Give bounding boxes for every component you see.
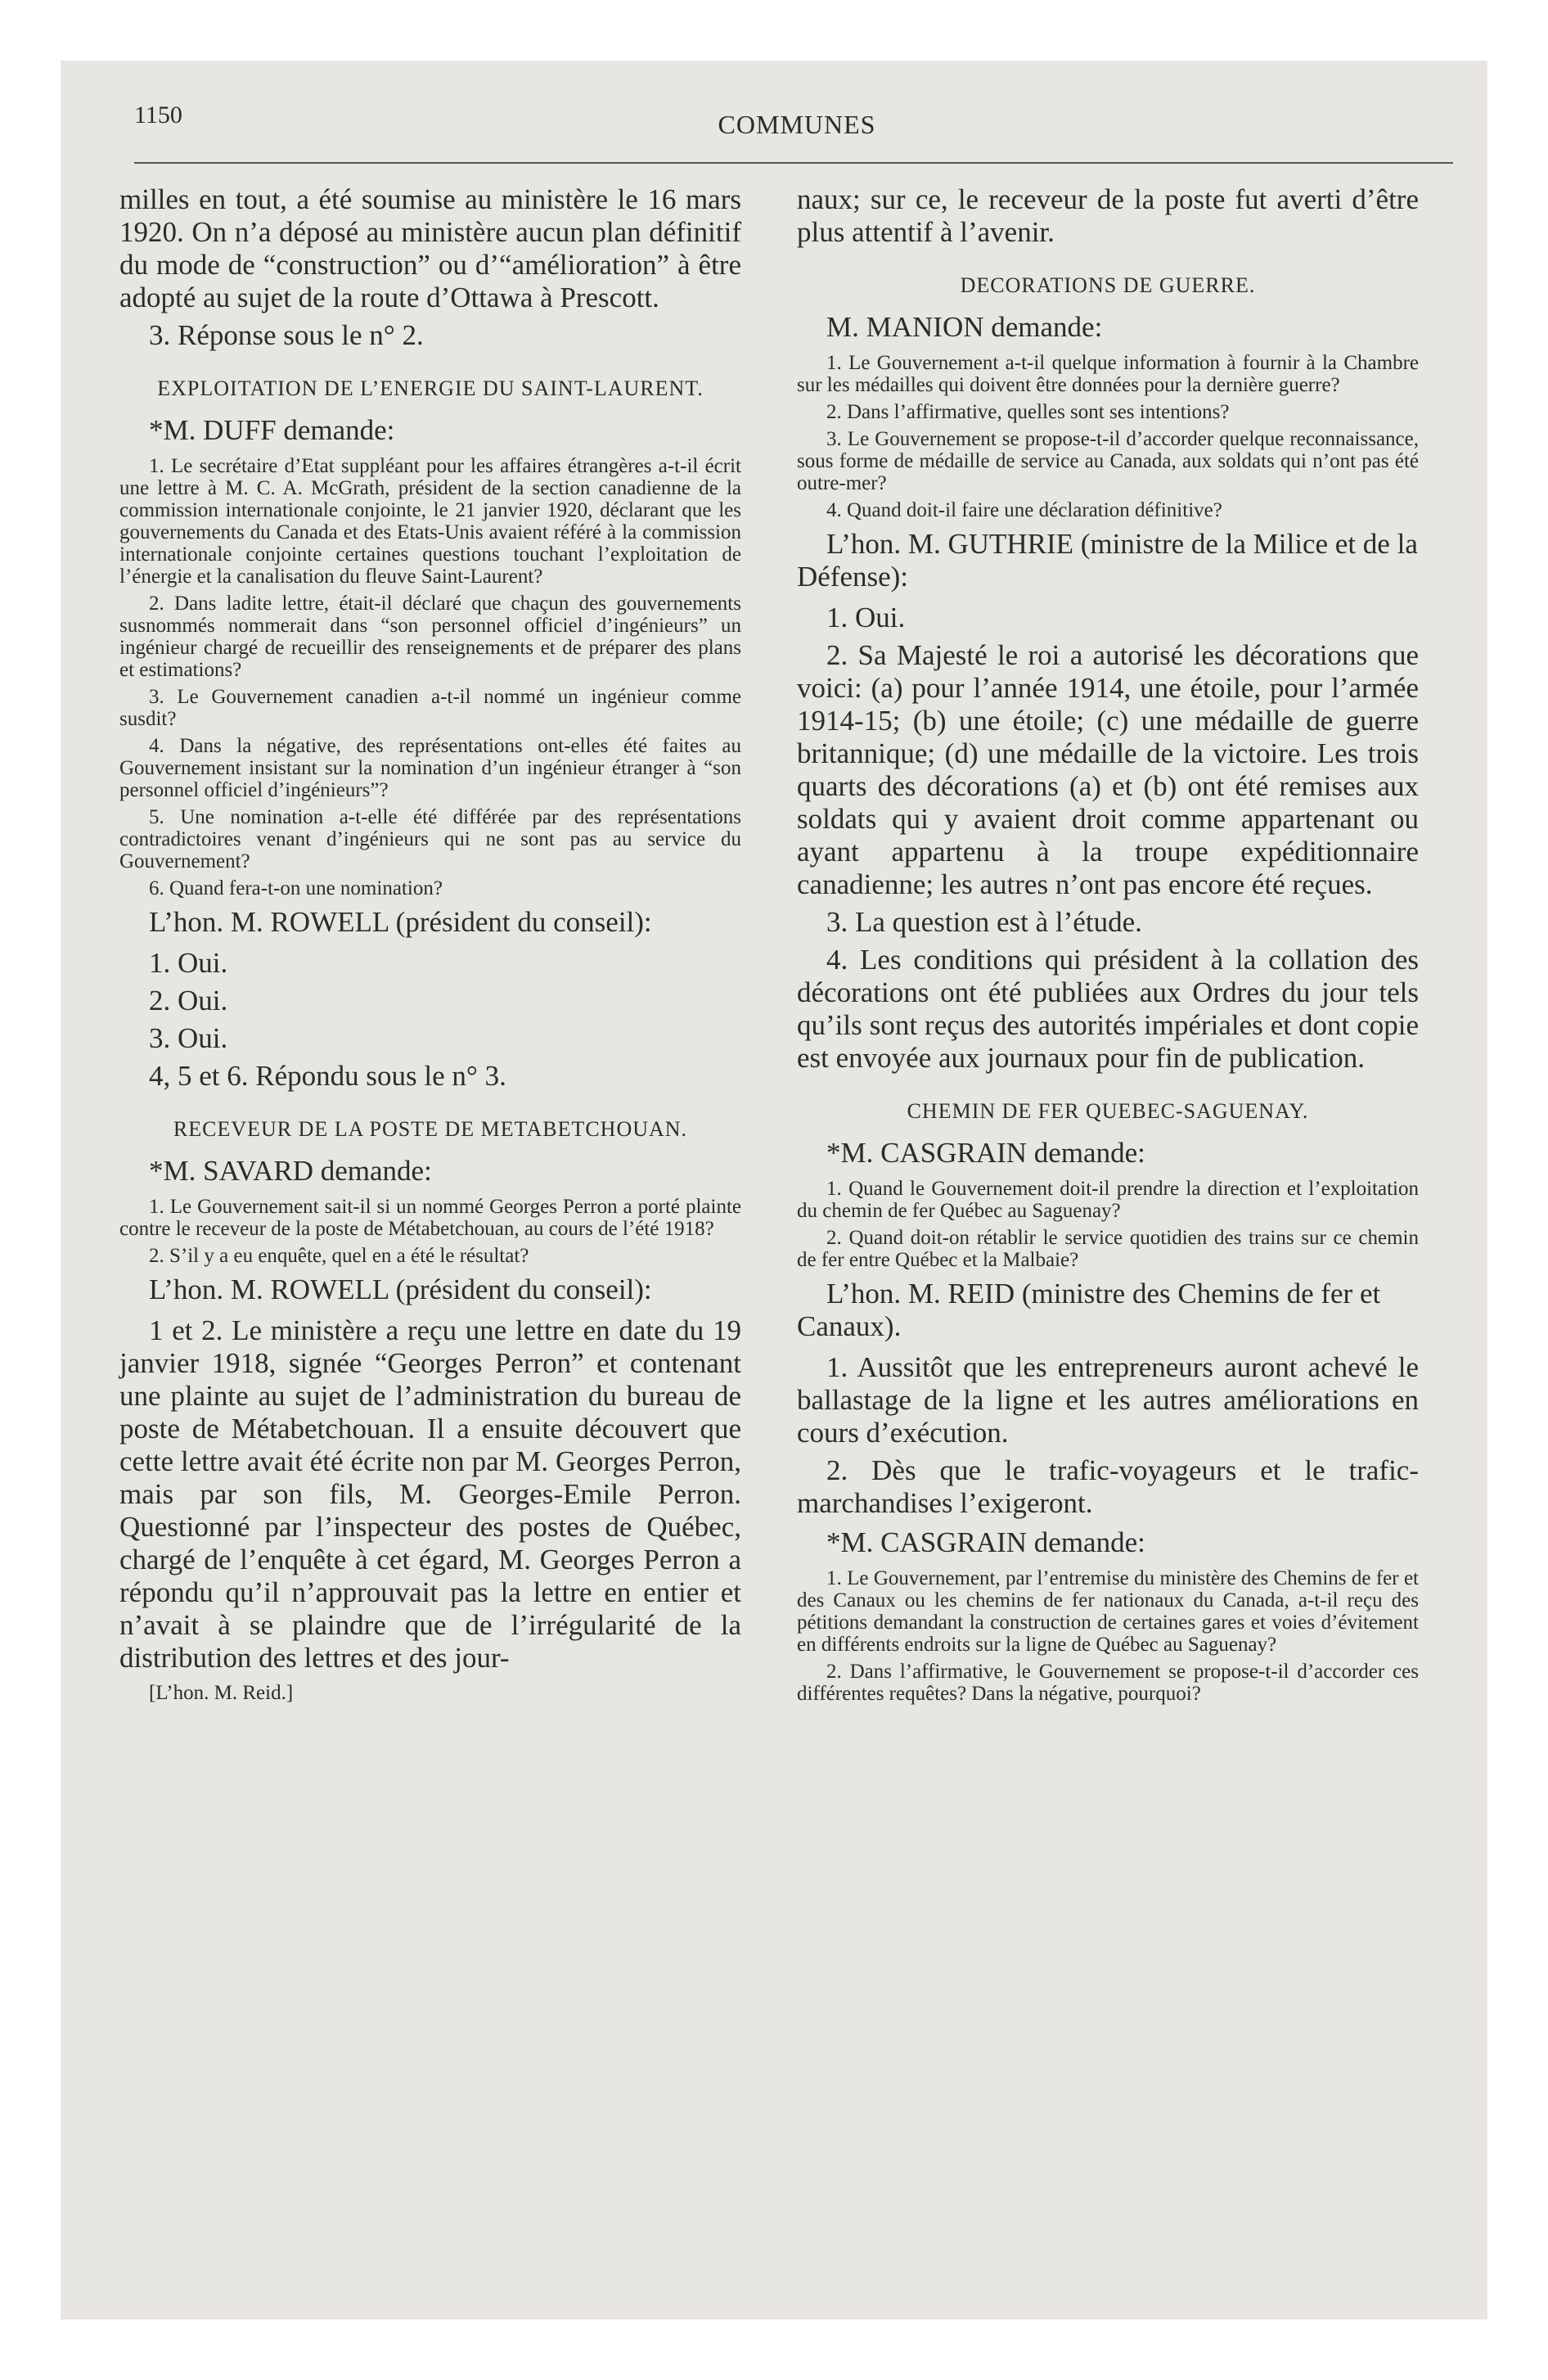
continuation-paragraph: naux; sur ce, le receveur de la poste fut averti d’être plus attentif à l’avenir. (797, 183, 1419, 248)
answer-paragraph: 2. Sa Majesté le roi a autorisé les décorations que voici: (a) pour l’année 1914, une étoile, pour l’armée 1914-15; (b) une étoile; (c) une médaille de guerre britannique; (d) une médaille de la victoire. Les trois quarts des décorations (a) et (b) ont été remises aux soldats qui y avaient droit comme appartenant ou ayant appartenu à la troupe expéditionnaire canadienne; les autres n’ont pas encore été reçues. (797, 639, 1419, 900)
continuation-paragraph: milles en tout, a été soumise au ministère le 16 mars 1920. On n’a déposé au ministère aucun plan définitif du mode de “construction” ou d’“amélioration” à être adopté au sujet de la route d’Ottawa à Prescott. (119, 183, 741, 313)
question: 5. Une nomination a-t-elle été différée par des représentations contradictoires venant d’ingénieurs qui ne sont pas au service du Gouvernement? (119, 806, 741, 872)
question: 1. Le Gouvernement sait-il si un nommé Georges Perron a porté plainte contre le receveur de la poste de Métabetchouan, au cours de l’été 1918? (119, 1196, 741, 1240)
question: 4. Dans la négative, des représentations ont-elles été faites au Gouvernement insistant sur la nomination d’un ingénieur étranger à “son personnel officiel d’ingénieurs”? (119, 735, 741, 801)
respondent: L’hon. M. ROWELL (président du conseil): (149, 906, 652, 938)
question: 1. Le Gouvernement, par l’entremise du ministère des Chemins de fer et des Canaux ou les chemins de fer nationaux du Canada, a-t-il reçu des pétitions demandant la construction de certaines gares et voies d’évitement en différents endroits sur la ligne de Québec au Saguenay? (797, 1567, 1419, 1656)
question: 3. Le Gouvernement se propose-t-il d’accorder quelque reconnaissance, sous forme de médaille de service au Canada, aux soldats qui n’ont pas été outre-mer? (797, 428, 1419, 494)
questioner: *M. DUFF demande: (149, 414, 395, 446)
answer-line: 1. Oui. (826, 602, 906, 633)
header-rule (134, 162, 1453, 164)
respondent: L’hon. M. REID (ministre des Chemins de fer et Canaux). (797, 1278, 1381, 1342)
left-column (119, 183, 741, 1706)
question: 4. Quand doit-il faire une déclaration définitive? (826, 499, 1222, 521)
answer-line: 2. Oui. (149, 985, 228, 1016)
respondent: L’hon. M. ROWELL (président du conseil): (149, 1273, 652, 1305)
section-heading: DECORATIONS DE GUERRE. (960, 273, 1256, 297)
answer-line: 3. Oui. (149, 1022, 228, 1054)
answer-line: 3. Réponse sous le n° 2. (149, 319, 424, 351)
footer-signature: [L’hon. M. Reid.] (149, 1682, 294, 1704)
question: 1. Le Gouvernement a-t-il quelque information à fournir à la Chambre sur les médailles qui doivent être données pour la dernière guerre? (797, 352, 1419, 396)
question: 2. Quand doit-on rétablir le service quotidien des trains sur ce chemin de fer entre Québec et la Malbaie? (797, 1227, 1419, 1271)
answer-paragraph: 1 et 2. Le ministère a reçu une lettre en date du 19 janvier 1918, signée “Georges Perron” et contenant une plainte au sujet de l’administration du bureau de poste de Métabetchouan. Il a ensuite découvert que cette lettre avait été écrite non par M. Georges Perron, mais par son fils, M. Georges-Emile Perron. Questionné par l’inspecteur des postes de Québec, chargé de l’enquête à cet égard, M. Georges Perron a répondu qu’il n’approuvait pas la lettre en entier et n’avait à se plaindre que de l’irrégularité de la distribution des lettres et des jour- (119, 1314, 741, 1674)
question: 2. Dans l’affirmative, le Gouvernement se propose-t-il d’accorder ces différentes requêtes? Dans la négative, pourquoi? (797, 1661, 1419, 1705)
answer-paragraph: 2. Dès que le trafic-voyageurs et le trafic-marchandises l’exigeront. (797, 1454, 1419, 1519)
question: 1. Le secrétaire d’Etat suppléant pour les affaires étrangères a-t-il écrit une lettre à M. C. A. McGrath, président de la section canadienne de la commission internationale conjointe, le 21 janvier 1920, déclarant que les gouvernements du Canada et des Etats-Unis avaient référé à la commission internationale conjointe certaines questions touchant l’exploitation de l’énergie et la canalisation du fleuve Saint-Laurent? (119, 455, 741, 588)
scanned-page (61, 61, 1487, 2319)
section-heading: CHEMIN DE FER QUEBEC-SAGUENAY. (907, 1099, 1309, 1123)
answer-line: 1. Oui. (149, 947, 228, 979)
answer-paragraph: 1. Aussitôt que les entrepreneurs auront achevé le ballastage de la ligne et les autres améliorations en cours d’exécution. (797, 1351, 1419, 1449)
question: 2. Dans l’affirmative, quelles sont ses intentions? (826, 401, 1230, 423)
questioner: *M. SAVARD demande: (149, 1155, 432, 1187)
question: 6. Quand fera-t-on une nomination? (149, 877, 443, 899)
page-number: 1150 (134, 101, 182, 128)
section-heading: EXPLOITATION DE L’ENERGIE DU SAINT-LAURENT. (157, 376, 704, 400)
page-header (134, 101, 1460, 151)
question: 1. Quand le Gouvernement doit-il prendre la direction et l’exploitation du chemin de fer Québec au Saguenay? (797, 1178, 1419, 1222)
answer-line: 3. La question est à l’étude. (826, 906, 1142, 938)
section-heading: RECEVEUR DE LA POSTE DE METABETCHOUAN. (173, 1117, 688, 1141)
respondent: L’hon. M. GUTHRIE (ministre de la Milice et de la Défense): (797, 528, 1418, 593)
question: 2. S’il y a eu enquête, quel en a été le résultat? (149, 1245, 529, 1267)
question: 2. Dans ladite lettre, était-il déclaré que chaçun des gouvernements susnommés nommerait dans “son personnel officiel d’ingénieurs” un ingénieur chargé de recueillir des renseignements et de préparer des plans et estimations? (119, 593, 741, 681)
questioner: *M. CASGRAIN demande: (826, 1137, 1145, 1169)
question: 3. Le Gouvernement canadien a-t-il nommé un ingénieur comme susdit? (119, 686, 741, 730)
questioner: M. MANION demande: (826, 311, 1103, 343)
answer-paragraph: 4. Les conditions qui président à la collation des décorations ont été publiées aux Ordres du jour tels qu’ils sont reçus des autorités impériales et dont copie est envoyée aux journaux pour fin de publication. (797, 944, 1419, 1074)
right-column (797, 183, 1419, 1710)
answer-line: 4, 5 et 6. Répondu sous le n° 3. (149, 1060, 506, 1092)
questioner: *M. CASGRAIN demande: (826, 1526, 1145, 1558)
running-head: COMMUNES (718, 110, 876, 139)
